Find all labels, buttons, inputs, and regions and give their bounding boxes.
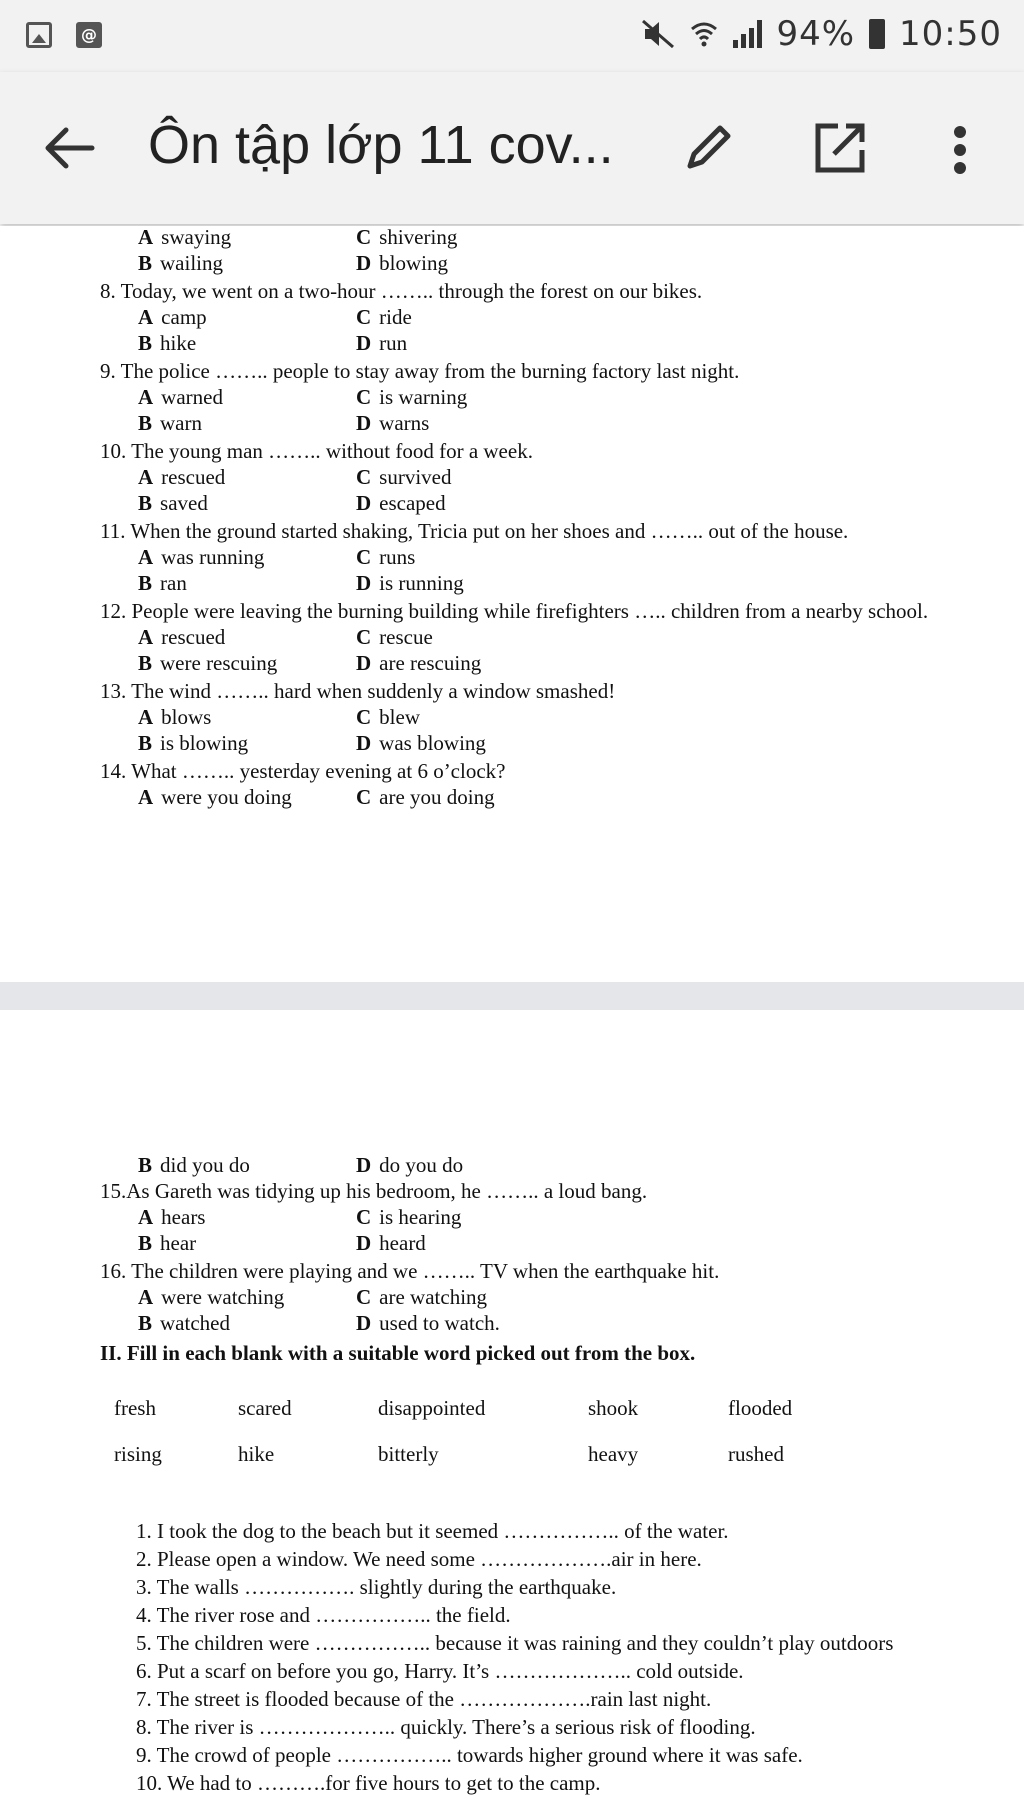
fill-sentence: 7. The street is flooded because of the ……………….rain last night. [136, 1687, 712, 1711]
wifi-icon [689, 19, 719, 49]
option: A swaying [138, 225, 232, 249]
fill-sentence: 3. The walls ……………. slightly during the earthquake. [136, 1575, 617, 1599]
option: D run [356, 331, 408, 355]
battery-icon [869, 19, 885, 49]
fill-sentence: 2. Please open a window. We need some ……………….air in here. [136, 1547, 702, 1571]
option: A rescued [138, 625, 226, 649]
fill-sentence: 8. The river is ……………….. quickly. There’s a serious risk of flooding. [136, 1715, 756, 1739]
section-heading: II. Fill in each blank with a suitable word picked out from the box. [100, 1341, 696, 1365]
question: 10. The young man …….. without food for a week. [100, 439, 533, 463]
question: 12. People were leaving the burning building while firefighters ….. children from a nearby school. [100, 599, 929, 623]
more-options-icon[interactable] [952, 124, 968, 176]
question: 8. Today, we went on a two-hour …….. through the forest on our bikes. [100, 279, 703, 303]
box-word: shook [588, 1396, 639, 1420]
option: C is warning [356, 385, 468, 409]
option: B is blowing [138, 731, 249, 755]
battery-percent: 94% [776, 14, 856, 54]
gallery-notification-icon [26, 22, 52, 48]
fill-sentence: 4. The river rose and …………….. the field. [136, 1603, 511, 1627]
page-separator [0, 982, 1024, 1010]
document-page-2 [0, 1010, 1024, 1820]
option: A warned [138, 385, 223, 409]
option: D are rescuing [356, 651, 482, 675]
mute-icon [641, 19, 675, 49]
option: C runs [356, 545, 416, 569]
app-bar [0, 72, 1024, 224]
option: A blows [138, 705, 212, 729]
question: 9. The police …….. people to stay away from the burning factory last night. [100, 359, 740, 383]
document-title: Ôn tập lớp 11 cov... [148, 115, 614, 175]
signal-icon [733, 20, 762, 48]
open-external-icon[interactable] [812, 120, 868, 176]
option: A were watching [138, 1285, 285, 1309]
fill-sentence: 9. The crowd of people …………….. towards higher ground where it was safe. [136, 1743, 803, 1767]
box-word: hike [238, 1442, 275, 1466]
fill-sentence: 10. We had to ……….for five hours to get to the camp. [136, 1771, 601, 1795]
option: B warn [138, 411, 202, 435]
option: D used to watch. [356, 1311, 500, 1335]
option: A rescued [138, 465, 226, 489]
option: D blowing [356, 251, 449, 275]
option: C blew [356, 705, 420, 729]
option: C is hearing [356, 1205, 462, 1229]
box-word: rising [114, 1442, 162, 1466]
box-word: heavy [588, 1442, 639, 1466]
option: C are you doing [356, 785, 495, 809]
option: A camp [138, 305, 207, 329]
option: D is running [356, 571, 464, 595]
box-word: rushed [728, 1442, 784, 1466]
option: C are watching [356, 1285, 488, 1309]
option: A hears [138, 1205, 206, 1229]
fill-sentence: 6. Put a scarf on before you go, Harry. It’s ……………….. cold outside. [136, 1659, 744, 1683]
option: D was blowing [356, 731, 486, 755]
option: C survived [356, 465, 452, 489]
option: B hear [138, 1231, 197, 1255]
option: D heard [356, 1231, 426, 1255]
option: B were rescuing [138, 651, 278, 675]
option: D warns [356, 411, 430, 435]
option: A was running [138, 545, 265, 569]
status-bar [0, 0, 1024, 72]
box-word: disappointed [378, 1396, 486, 1420]
clock: 10:50 [899, 14, 1002, 54]
option: B ran [138, 571, 187, 595]
option: B wailing [138, 251, 224, 275]
box-word: bitterly [378, 1442, 439, 1466]
box-word: scared [238, 1396, 292, 1420]
question: 14. What …….. yesterday evening at 6 o’clock? [100, 759, 506, 783]
option: D do you do [356, 1153, 464, 1177]
edit-pencil-icon[interactable] [680, 120, 736, 176]
box-word: flooded [728, 1396, 793, 1420]
option: B saved [138, 491, 208, 515]
question: 11. When the ground started shaking, Tricia put on her shoes and …….. out of the house. [100, 519, 849, 543]
option: B hike [138, 331, 197, 355]
option: D escaped [356, 491, 446, 515]
fill-sentence: 5. The children were …………….. because it was raining and they couldn’t play outdoors [136, 1631, 894, 1655]
fill-sentence: 1. I took the dog to the beach but it seemed …………….. of the water. [136, 1519, 729, 1543]
question: 16. The children were playing and we …….. TV when the earthquake hit. [100, 1259, 720, 1283]
question: 15.As Gareth was tidying up his bedroom, he …….. a loud bang. [100, 1179, 648, 1203]
back-arrow-icon[interactable] [40, 124, 96, 172]
question: 13. The wind …….. hard when suddenly a window smashed! [100, 679, 616, 703]
email-notification-icon: @ [76, 22, 102, 48]
box-word: fresh [114, 1396, 156, 1420]
option: B did you do [138, 1153, 250, 1177]
option: A were you doing [138, 785, 292, 809]
document-page-1 [0, 226, 1024, 980]
option: C ride [356, 305, 412, 329]
option: C shivering [356, 225, 458, 249]
option: B watched [138, 1311, 230, 1335]
option: C rescue [356, 625, 433, 649]
